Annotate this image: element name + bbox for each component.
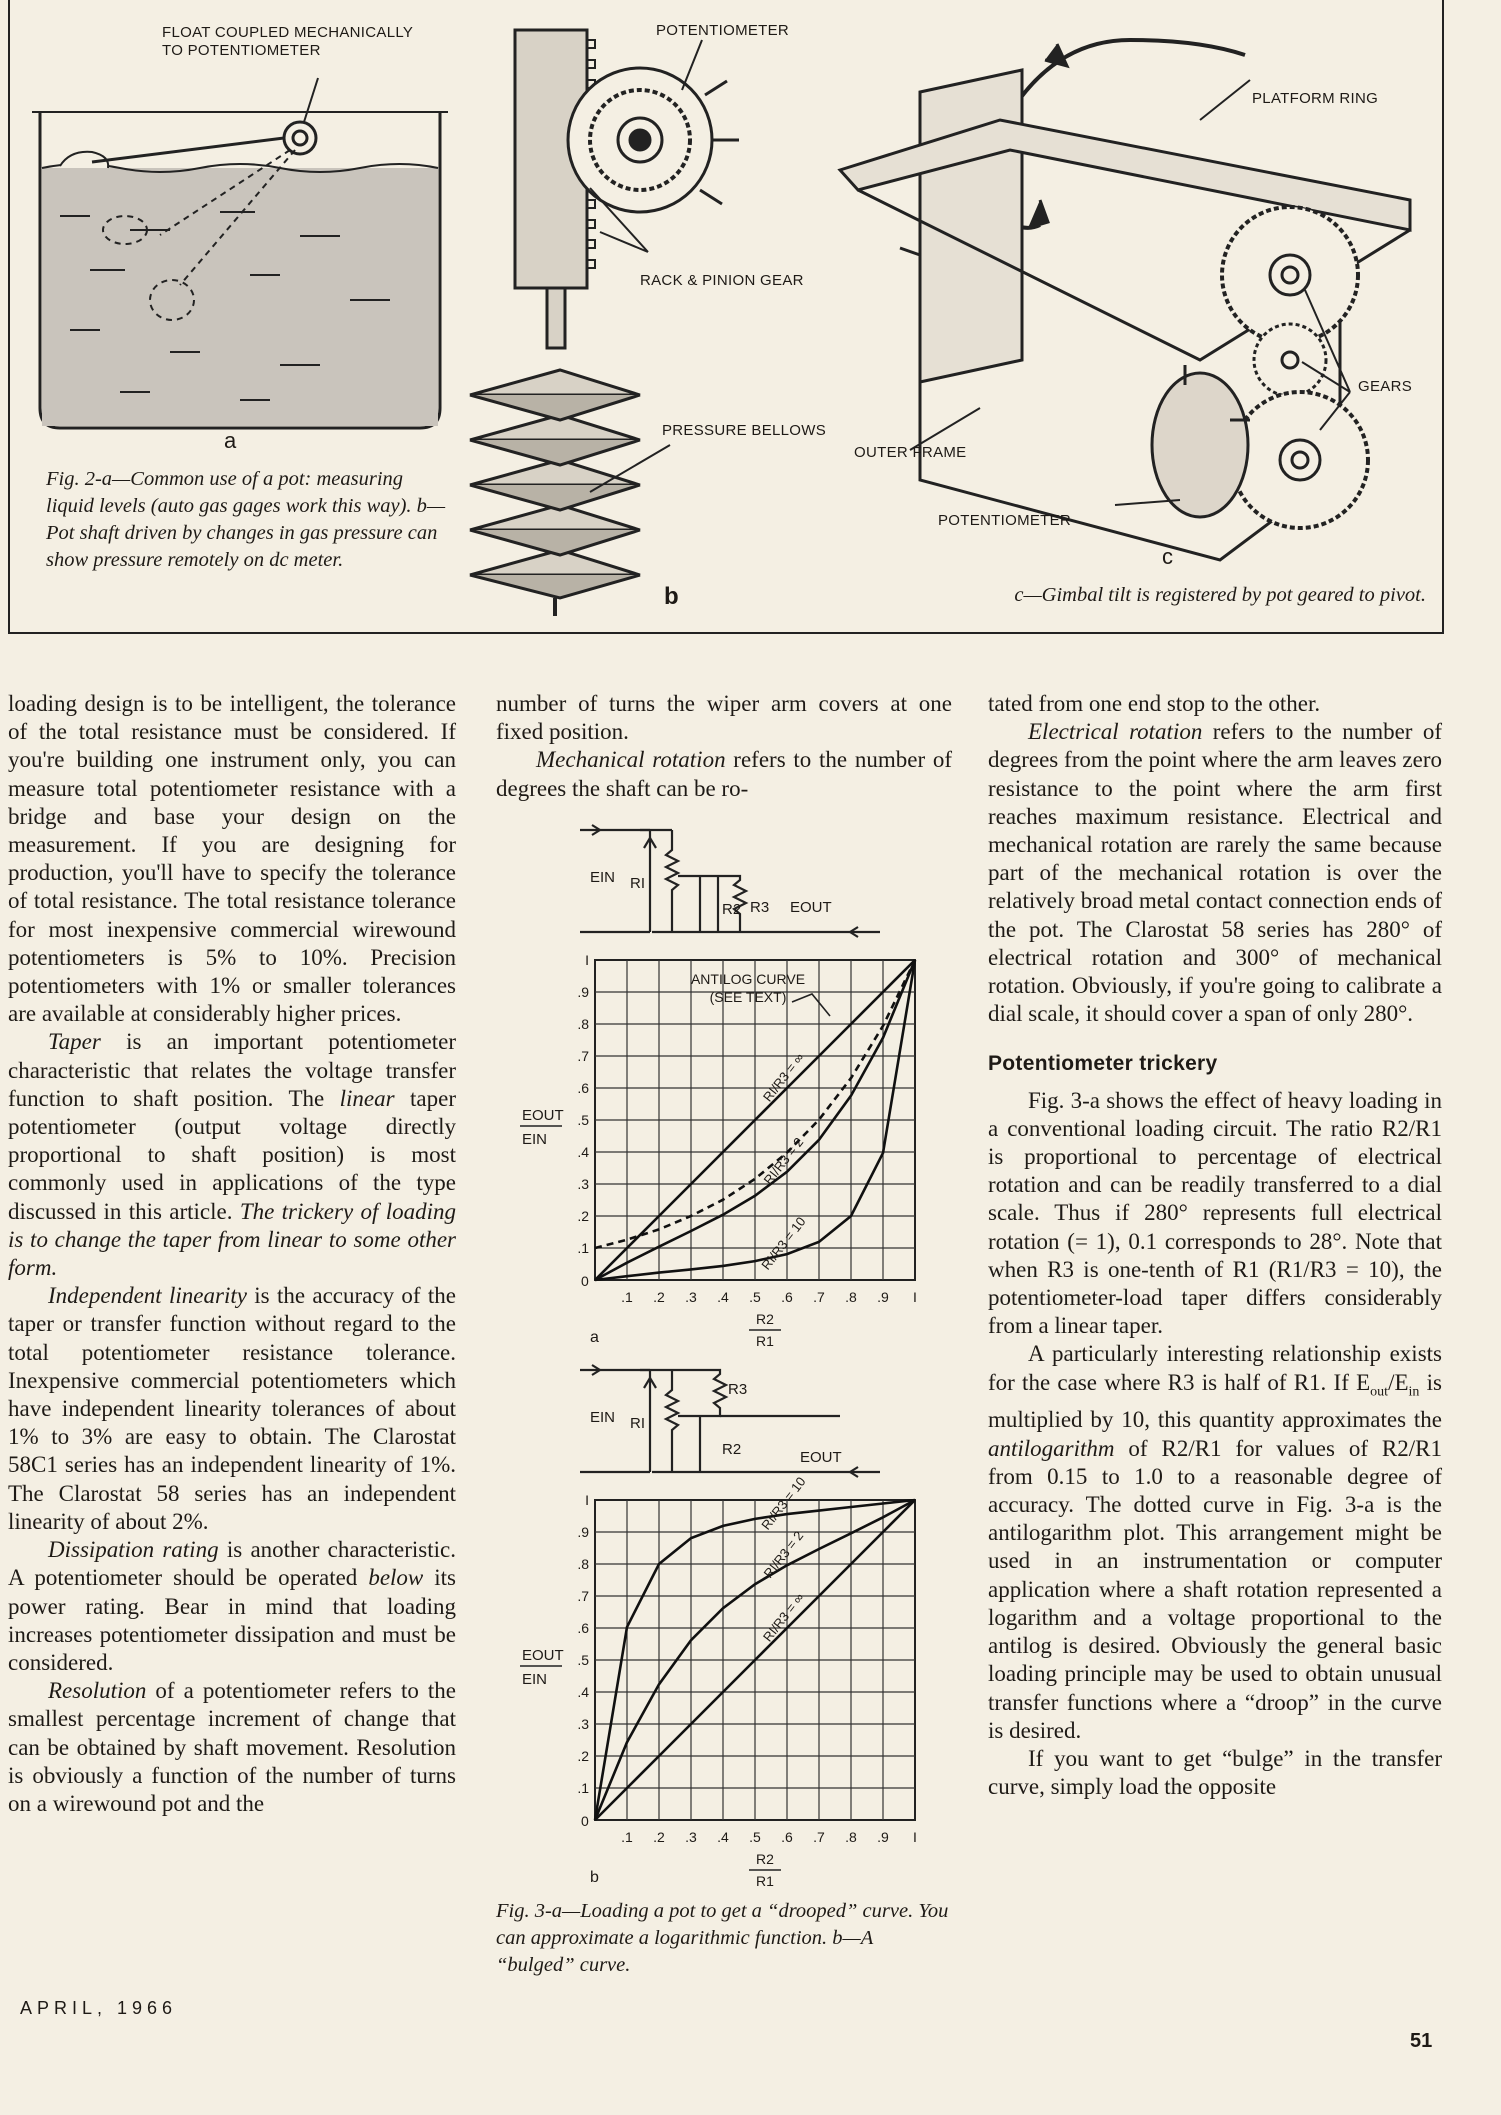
fig2c-pot-label: POTENTIOMETER	[938, 512, 1072, 529]
fig3-eout-label: EOUT	[800, 1449, 842, 1466]
figure-3-charts	[500, 820, 940, 1900]
fig2b-bellows-drawing	[470, 30, 739, 616]
fig2b-rack-label: RACK & PINION GEAR	[640, 272, 804, 289]
fig3-r2-label: R2	[722, 1441, 742, 1458]
fig3-x-tick: I	[913, 1289, 917, 1305]
col3-para-antilog: A particularly interesting relationship exists for the case where R3 is half of R1. If $E_{out}/E_{in}$ is multiplied by 10, this quantity approximates the antilogarithm of R2/R1 for values of R2/R1 from 0.15 to 1.0 to a reasonable degree of accuracy. The dotted curve in Fig. 3-a is the antilogarithm plot. This arrangement might be used in an instrumentation or computer application where a shaft rotation represented a logarithm and a voltage proportional to the antilog is desired. Obviously the general basic loading principle may be used to obtain unusual transfer functions where a “droop” in the curve is desired.	[988, 1341, 1442, 1743]
fig3-series-label: RI/R3 = 10	[758, 1474, 809, 1533]
fig3-x-tick: I	[913, 1829, 917, 1845]
fig2ab-caption: Fig. 2-a—Common use of a pot: measuring liquid levels (auto gas gages work this way). b—Pot shaft driven by changes in gas pressure can show pressure remotely on dc meter.	[46, 468, 446, 571]
fig3-x-tick: .5	[749, 1289, 761, 1305]
fig3-x-tick: .5	[749, 1829, 761, 1845]
col3-para-1: tated from one end stop to the other.	[988, 691, 1321, 716]
fig3-x-tick: .2	[653, 1289, 665, 1305]
fig3-x-tick: .9	[877, 1289, 889, 1305]
fig3-x-tick: .8	[845, 1289, 857, 1305]
fig3-y-tick: .4	[577, 1684, 589, 1700]
fig3-y-tick: .5	[577, 1652, 589, 1668]
fig3-xlabel-den: R1	[756, 1873, 774, 1889]
fig3-ylabel-den: EIN	[522, 1671, 548, 1688]
fig3-caption: Fig. 3-a—Loading a pot to get a “drooped” curve. You can approximate a logarithmic function. b—A “bulged” curve.	[496, 1900, 949, 1976]
col2-para-1: number of turns the wiper arm covers at one fixed position.	[496, 691, 952, 745]
fig3-y-tick: .8	[577, 1556, 589, 1572]
fig3-x-tick: .4	[717, 1289, 729, 1305]
fig3-circuit-a	[580, 825, 880, 937]
fig3-panel-letter: a	[590, 1329, 599, 1346]
fig3-x-tick: .6	[781, 1829, 793, 1845]
fig3-y-tick: .3	[577, 1176, 589, 1192]
fig3-y-tick: .5	[577, 1112, 589, 1128]
fig3-eout-label: EOUT	[790, 899, 832, 916]
fig3-y-tick: .1	[577, 1780, 589, 1796]
fig3-ylabel-num: EOUT	[522, 1647, 564, 1664]
fig2c-gimbal-drawing	[840, 40, 1413, 560]
fig3-y-tick: .2	[577, 1208, 589, 1224]
fig3-y-tick: .8	[577, 1016, 589, 1032]
col3-para-fig3a: Fig. 3-a shows the effect of heavy loading in a conventional loading circuit. The ratio R2/R1 is proportional to percentage of electrical rotation and can be readily transferred to a dial scale. Thus if 280° represents full electrical rotation (= 1), 0.1 corresponds to 28°. Note that when R3 is one-tenth of R1 (R1/R3 = 10), the potentiometer-load taper differs considerably from a linear taper.	[988, 1087, 1442, 1339]
fig3-y-tick: .3	[577, 1716, 589, 1732]
fig3-r1-label: RI	[630, 1415, 645, 1432]
fig2a-label: FLOAT COUPLED MECHANICALLY TO POTENTIOMETER	[162, 24, 414, 59]
text-column-1	[8, 690, 456, 1818]
fig3-x-tick: .1	[621, 1289, 633, 1305]
fig2b-letter: b	[664, 583, 679, 610]
fig3-panel-letter: b	[590, 1869, 599, 1886]
fig3-x-tick: .3	[685, 1829, 697, 1845]
fig3-ein-label: EIN	[590, 1409, 616, 1426]
fig3-annotation: (SEE TEXT)	[709, 989, 787, 1005]
fig2a-tank-drawing	[32, 78, 448, 428]
col3-para-bulge: If you want to get “bulge” in the transfer curve, simply load the opposite	[988, 1745, 1442, 1800]
fig3-y-tick: .9	[577, 984, 589, 1000]
fig2a-letter: a	[224, 428, 237, 453]
fig2c-gears-label: GEARS	[1358, 378, 1413, 395]
fig3-x-tick: .7	[813, 1289, 825, 1305]
fig2c-letter: c	[1162, 544, 1174, 569]
fig3-r3-label: R3	[728, 1381, 748, 1398]
fig3-y-tick: .4	[577, 1144, 589, 1160]
col1-para-taper: Taper is an important potentiometer characteristic that relates the voltage transfer function to shaft position. The linear taper potentiometer (output voltage directly proportional to shaft position) is most commonly used in applications of the type discussed in this article. The trickery of loading is to change the taper from linear to some other form.	[8, 1029, 456, 1281]
fig3-series-label: RI/R3 = 2	[760, 1134, 807, 1188]
fig3-series-label: RI/R3 = ∞	[759, 1590, 808, 1645]
fig3-series-label: RI/R3 = 10	[758, 1214, 809, 1273]
text-column-2	[496, 690, 952, 803]
col1-para-dissipation: Dissipation rating is another characteristic. A potentiometer should be operated below its power rating. Bear in mind that loading increases potentiometer dissipation and must be considered.	[8, 1537, 457, 1675]
fig3-r3-label: R3	[750, 899, 770, 916]
fig2b-bellows-label: PRESSURE BELLOWS	[662, 422, 827, 439]
fig3-y-tick: .9	[577, 1524, 589, 1540]
col1-para-1: loading design is to be intelligent, the tolerance of the total resistance must be considered. If you're building one instrument only, you can measure total potentiometer resistance with a bridge and base your design on the measurement. If you are designing for production, you'll have to specify the tolerance of total resistance. The total resistance tolerance for most inexpensive commercial wirewound potentiometers is 5% to 10%. Precision potentiometers with 1% or smaller tolerances are available at considerably higher prices.	[8, 691, 456, 1027]
fig3-x-tick: .8	[845, 1829, 857, 1845]
fig3-x-tick: .9	[877, 1829, 889, 1845]
fig3-r2-label: R2	[722, 901, 742, 918]
fig3-series-label: RI/R3 = 2	[760, 1528, 807, 1581]
fig3-x-tick: .7	[813, 1829, 825, 1845]
term-linear: linear	[339, 1085, 395, 1111]
col2-para-mechanical: Mechanical rotation refers to the number of degrees the shaft can be ro-	[496, 747, 952, 801]
col3-para-electrical: Electrical rotation refers to the number of degrees from the point where the arm leaves zero resistance to the point where the arm first reaches maximum resistance. Electrical and mechanical rotation are rarely the same because part of the mechanical rotation is over the relatively broad metal contact connection ends of the pot. The Clarostat 58 series has 280° of electrical rotation and 300° of mechanical rotation. Obviously, if you're going to calibrate a dial scale, it should cover a span of only 280°.	[988, 719, 1442, 1027]
fig3-xlabel-num: R2	[756, 1851, 774, 1867]
fig3-xlabel-den: R1	[756, 1333, 774, 1349]
fig3-ein-label: EIN	[590, 869, 616, 886]
fig3-x-tick: .4	[717, 1829, 729, 1845]
fig3-origin-tick: 0	[581, 1813, 589, 1829]
fig3-origin-tick: 0	[581, 1273, 589, 1289]
footer-date: APRIL, 1966	[20, 1998, 178, 2018]
term-independent-linearity: Independent linearity	[48, 1283, 247, 1309]
fig3-y-tick: I	[585, 952, 589, 968]
fig3-y-tick: .1	[577, 1240, 589, 1256]
fig2c-platform-label: PLATFORM RING	[1252, 90, 1379, 107]
fig3-ylabel-num: EOUT	[522, 1107, 564, 1124]
section-heading: Potentiometer trickery	[988, 1052, 1218, 1076]
fig3-r1-label: RI	[630, 875, 645, 892]
fig3-x-tick: .6	[781, 1289, 793, 1305]
fig3-x-tick: .2	[653, 1829, 665, 1845]
fig2c-caption: c—Gimbal tilt is registered by pot geared to pivot.	[1014, 584, 1426, 606]
fig2c-outer-frame-label: OUTER FRAME	[854, 444, 967, 461]
fig3-annotation-pointer	[792, 994, 830, 1016]
fig3-annotation: ANTILOG CURVE	[690, 971, 806, 987]
fig3-y-tick: .6	[577, 1080, 589, 1096]
col1-para-linearity: Independent linearity is the accuracy of the taper or transfer function without regard to the total potentiometer resistance tolerance. Inexpensive commercial potentiometers which have independent linearity tolerances of about 1% to 3% are easy to obtain. The Clarostat 58C1 series has an independent linearity of 1%. The Clarostat 58 series has an independent linearity of about 2%.	[8, 1283, 456, 1534]
term-mechanical-rotation: Mechanical rotation	[536, 747, 726, 773]
text-column-3	[988, 690, 1442, 1801]
term-electrical-rotation: Electrical rotation	[1028, 719, 1203, 745]
page-number: 51	[1410, 2030, 1433, 2052]
fig3-ylabel-den: EIN	[522, 1131, 548, 1148]
fig3-xlabel-num: R2	[756, 1311, 774, 1327]
fig3-x-tick: .3	[685, 1289, 697, 1305]
term-resolution: Resolution	[48, 1678, 147, 1704]
term-dissipation: Dissipation rating	[48, 1537, 219, 1563]
fig2b-pot-label: POTENTIOMETER	[656, 22, 790, 39]
fig3-y-tick: .7	[577, 1588, 589, 1604]
fig3-y-tick: .7	[577, 1048, 589, 1064]
italic-emphasis: The trickery of loading is to change the taper from linear to some other form.	[8, 1198, 456, 1281]
fig3-y-tick: I	[585, 1492, 589, 1508]
term-antilogarithm: antilogarithm	[988, 1435, 1115, 1461]
term-below: below	[368, 1565, 424, 1591]
fig3-series-label: RI/R3 = ∞	[759, 1050, 808, 1105]
fig3-x-tick: .1	[621, 1829, 633, 1845]
col1-para-resolution: Resolution of a potentiometer refers to the smallest percentage increment of change that can be obtained by shaft movement. Resolution is obviously a function of the number of turns on a wirewound pot and the	[8, 1678, 456, 1816]
term-taper: Taper	[48, 1029, 101, 1055]
fig3-y-tick: .6	[577, 1620, 589, 1636]
fig3-y-tick: .2	[577, 1748, 589, 1764]
